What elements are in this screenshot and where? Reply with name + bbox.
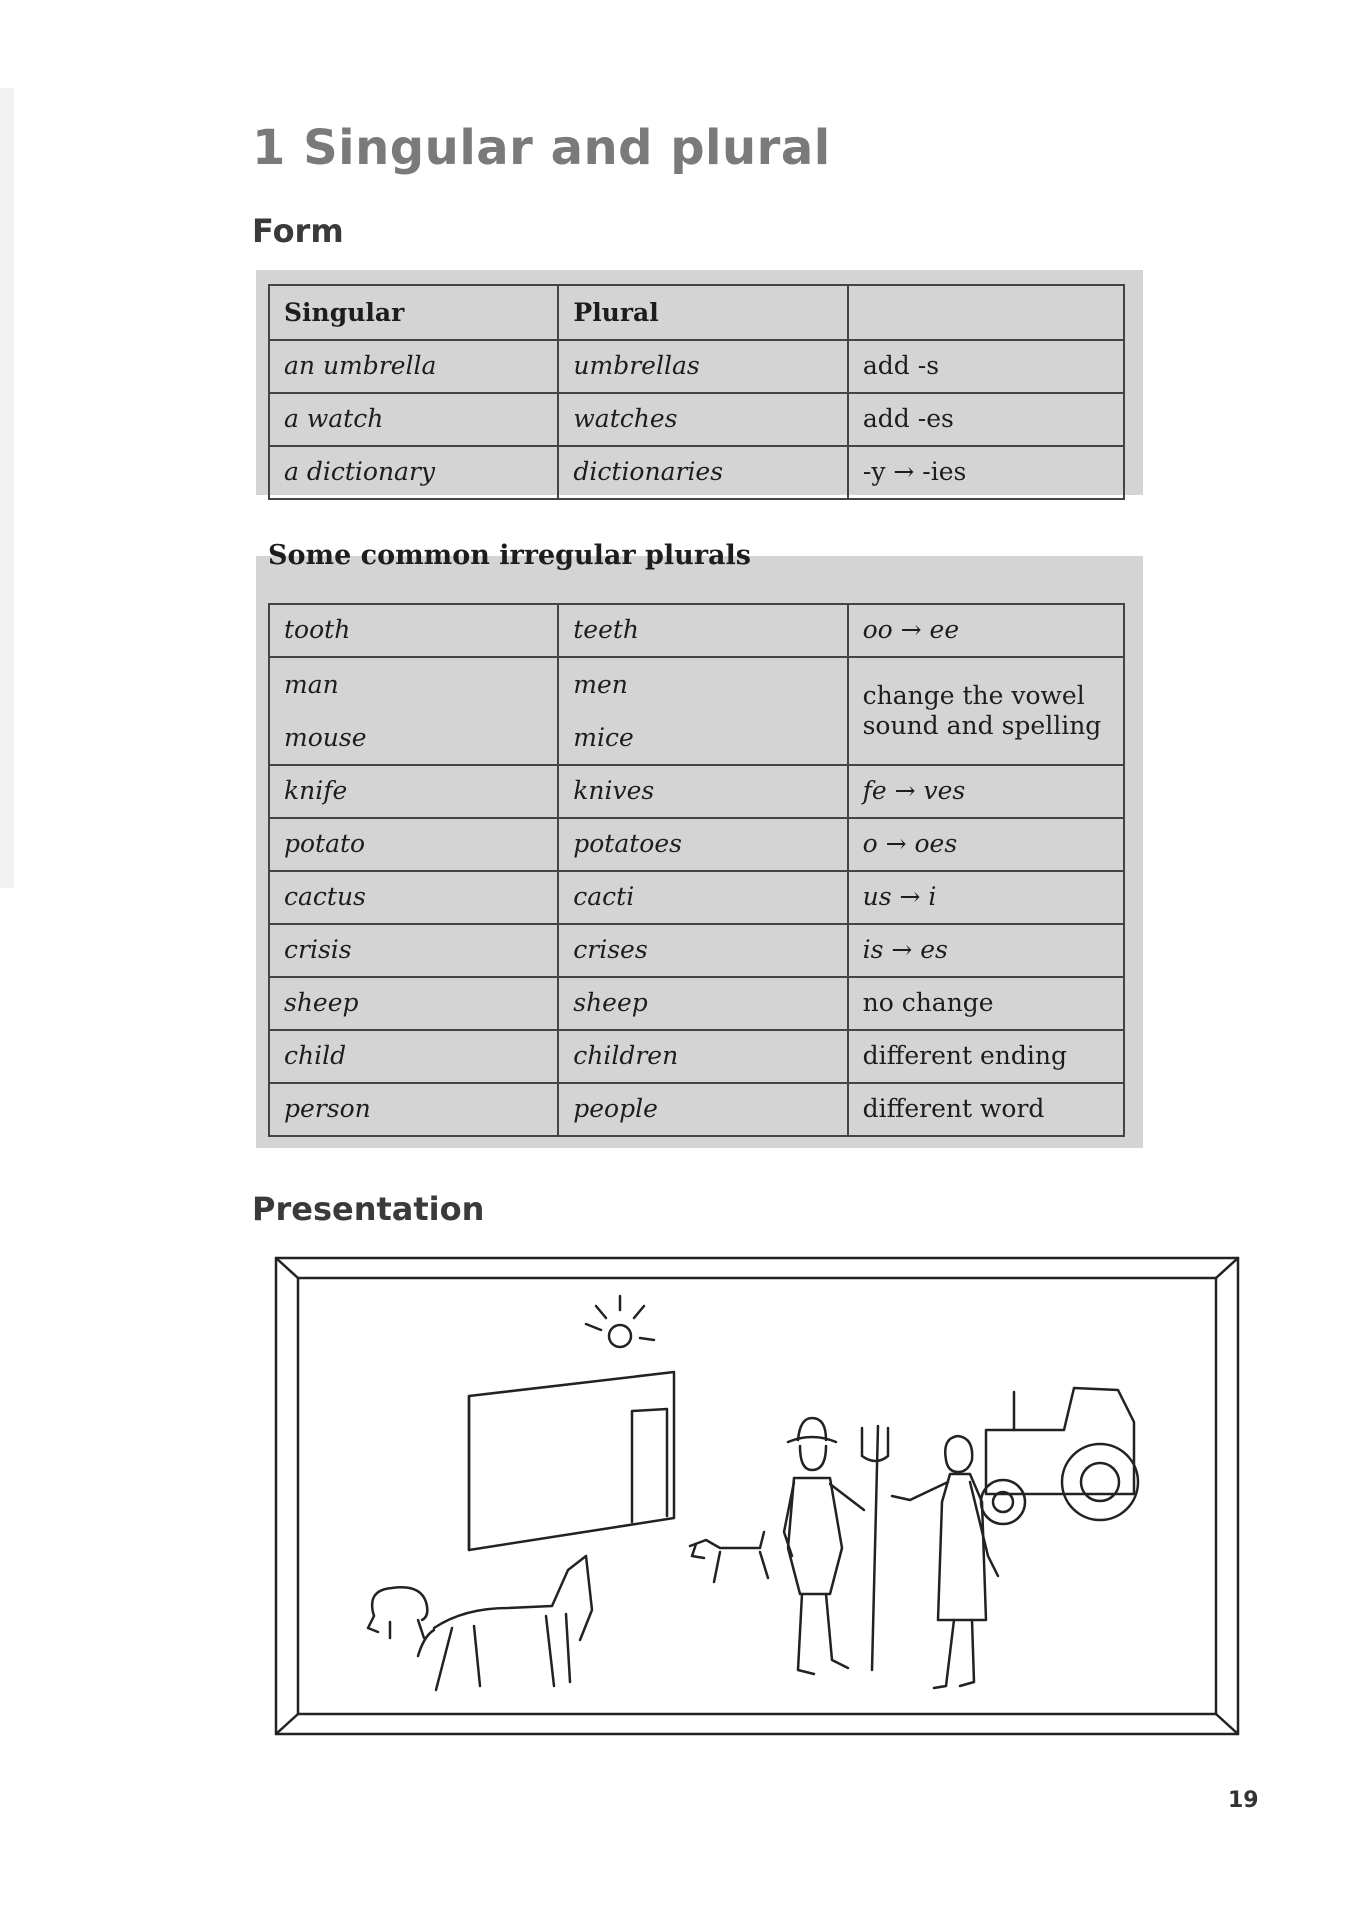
singular-cell: child xyxy=(269,1030,558,1083)
singular-word: man xyxy=(284,670,339,699)
presentation-section-title: Presentation xyxy=(252,1190,485,1228)
singular-cell: a dictionary xyxy=(269,446,558,499)
farm-scene-illustration xyxy=(274,1256,1240,1736)
irregular-plurals-heading: Some common irregular plurals xyxy=(268,540,751,571)
rule-cell: add -s xyxy=(848,340,1124,393)
plural-cell: people xyxy=(558,1083,847,1136)
chapter-title: 1 Singular and plural xyxy=(252,120,831,176)
table-row xyxy=(269,340,1124,393)
rule-cell: o → oes xyxy=(848,818,1124,871)
rule-cell: is → es xyxy=(848,924,1124,977)
sun-icon xyxy=(586,1296,654,1347)
rule-cell: us → i xyxy=(848,871,1124,924)
singular-cell xyxy=(269,657,558,765)
rule-cell: different word xyxy=(848,1083,1124,1136)
horse-icon xyxy=(418,1556,592,1690)
plural-cell: children xyxy=(558,1030,847,1083)
table-row xyxy=(269,393,1124,446)
barn-icon xyxy=(469,1372,674,1550)
header-rule xyxy=(848,285,1124,340)
singular-cell: person xyxy=(269,1083,558,1136)
plural-word: mice xyxy=(573,723,634,752)
plural-cell: umbrellas xyxy=(558,340,848,393)
picture-frame-border xyxy=(276,1258,1238,1734)
plural-cell: potatoes xyxy=(558,818,847,871)
table-row xyxy=(269,977,1124,1030)
form-section-title: Form xyxy=(252,212,344,250)
plural-cell: watches xyxy=(558,393,848,446)
table-row xyxy=(269,446,1124,499)
plural-cell: knives xyxy=(558,765,847,818)
rule-cell: change the vowel sound and spelling xyxy=(848,657,1124,765)
header-plural: Plural xyxy=(558,285,848,340)
table-row xyxy=(269,818,1124,871)
form-table xyxy=(268,284,1125,500)
plural-cell: teeth xyxy=(558,604,847,657)
singular-cell: a watch xyxy=(269,393,558,446)
page-number: 19 xyxy=(1228,1788,1259,1813)
plural-cell: sheep xyxy=(558,977,847,1030)
table-row xyxy=(269,1030,1124,1083)
singular-cell: crisis xyxy=(269,924,558,977)
singular-cell: knife xyxy=(269,765,558,818)
tractor-icon xyxy=(981,1388,1138,1524)
header-singular: Singular xyxy=(269,285,558,340)
plural-cell: dictionaries xyxy=(558,446,848,499)
page-margin-shadow xyxy=(0,88,14,888)
rule-cell: -y → -ies xyxy=(848,446,1124,499)
table-header-row xyxy=(269,285,1124,340)
plural-cell: cacti xyxy=(558,871,847,924)
woman-figure xyxy=(892,1436,998,1688)
rule-cell: no change xyxy=(848,977,1124,1030)
rule-cell: fe → ves xyxy=(848,765,1124,818)
plural-word: men xyxy=(573,670,628,699)
table-row xyxy=(269,604,1124,657)
plural-cell xyxy=(558,657,847,765)
rule-cell: oo → ee xyxy=(848,604,1124,657)
rule-cell: add -es xyxy=(848,393,1124,446)
singular-word: mouse xyxy=(284,723,367,752)
rule-cell: different ending xyxy=(848,1030,1124,1083)
singular-cell: tooth xyxy=(269,604,558,657)
sheep-icon xyxy=(368,1587,427,1638)
farmer-figure xyxy=(784,1418,888,1674)
singular-cell: potato xyxy=(269,818,558,871)
singular-cell: an umbrella xyxy=(269,340,558,393)
table-row xyxy=(269,765,1124,818)
table-row xyxy=(269,871,1124,924)
singular-cell: sheep xyxy=(269,977,558,1030)
dog-icon xyxy=(690,1532,768,1582)
table-row xyxy=(269,924,1124,977)
table-row xyxy=(269,657,1124,765)
plural-cell: crises xyxy=(558,924,847,977)
table-row xyxy=(269,1083,1124,1136)
irregular-plurals-table xyxy=(268,603,1125,1137)
singular-cell: cactus xyxy=(269,871,558,924)
